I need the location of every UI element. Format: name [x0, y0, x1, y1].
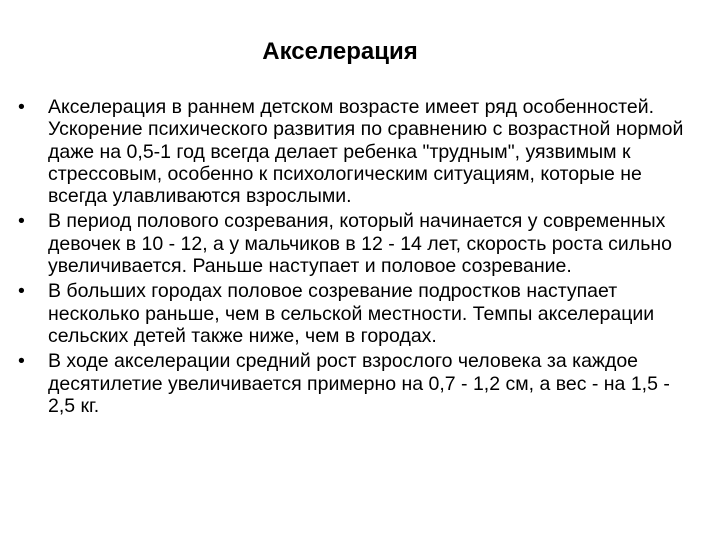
list-item — [18, 210, 698, 277]
bullet-text: Акселерация в раннем детском возрасте имеет ряд особенностей. Ускорение психического развития по сравнению с возрастной нормой даже на 0,5-1 год всегда делает ребенка "трудным", уязвимым к стрессовым, особенно к психологическим ситуациям, которые не всегда улавливаются взрослыми. — [48, 96, 684, 208]
bullet-dot-icon: • — [18, 210, 25, 233]
bullet-text: В больших городах половое созревание подростков наступает несколько раньше, чем в сельской местности. Темпы акселерации сельских детей также ниже, чем в городах. — [48, 280, 655, 347]
bullet-text: В период полового созревания, который начинается у современных девочек в 10 - 12, а у мальчиков в 12 - 14 лет, скорость роста сильно увеличивается. Раньше наступает и половое созревание. — [48, 210, 672, 278]
bullet-dot-icon: • — [18, 280, 25, 303]
bullet-dot-icon: • — [18, 96, 25, 118]
bullet-dot-icon: • — [18, 350, 25, 373]
bullet-text: В ходе акселерации средний рост взрослого человека за каждое десятилетие увеличивается примерно на 0,7 - 1,2 см, а вес - на 1,5 - 2,5 кг. — [48, 350, 670, 417]
bullet-list — [18, 96, 698, 420]
list-item — [18, 280, 698, 347]
list-item — [18, 96, 698, 207]
slide-title: Акселерация — [262, 38, 418, 65]
list-item — [18, 350, 698, 417]
